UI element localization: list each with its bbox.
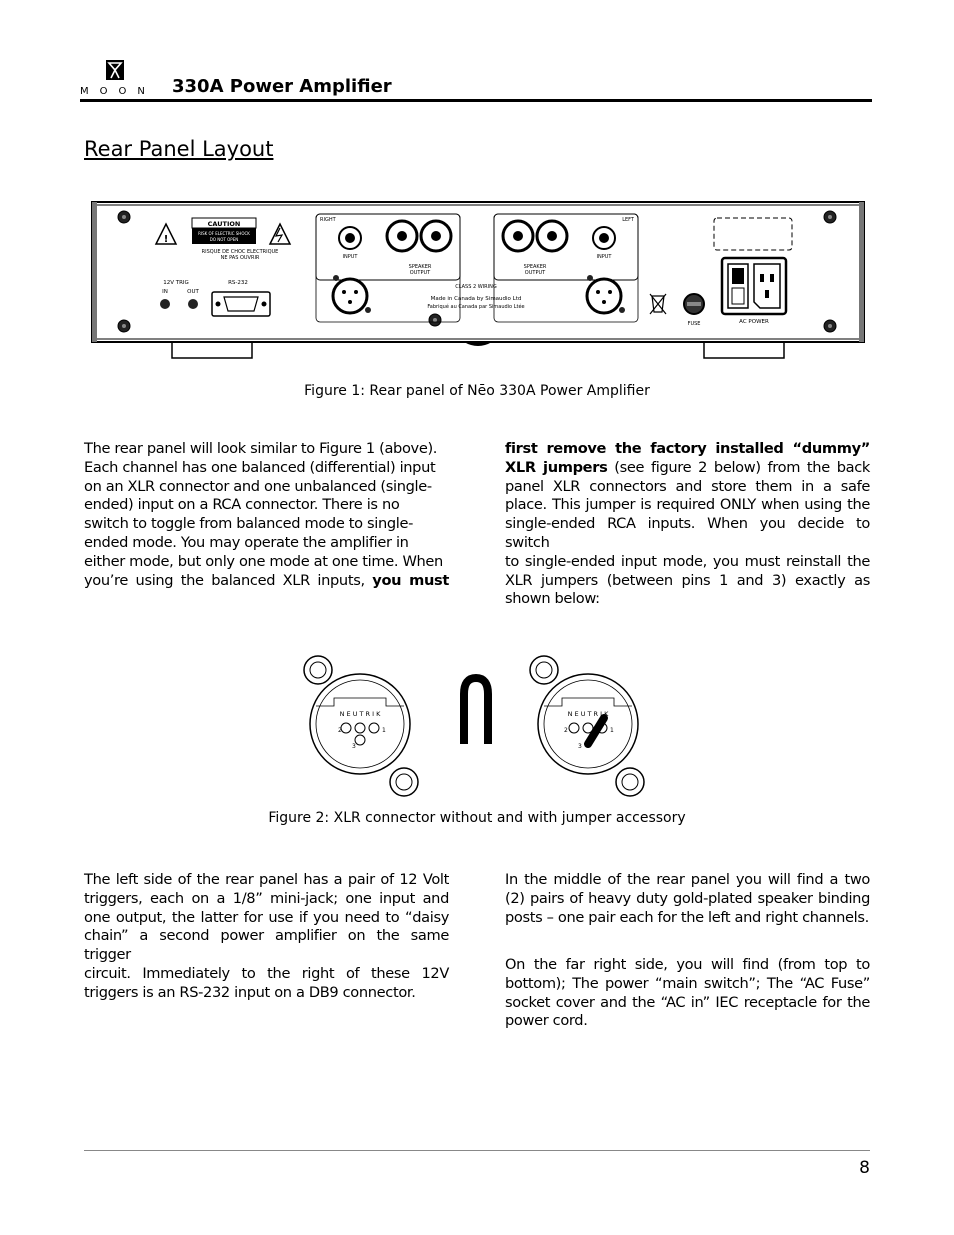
trig-label: 12V TRIG	[163, 280, 189, 286]
text-line: power cord.	[505, 1012, 588, 1030]
rear-panel-figure	[90, 198, 866, 366]
text-line: posts – one pair each for the left and right channels.	[505, 908, 869, 926]
text-line: ended mode. You may operate the amplifier in	[84, 533, 409, 551]
figure-2-caption: Figure 2: XLR connector without and with jumper accessory	[268, 810, 686, 826]
neutrik-brand-right: N E U T R I K	[567, 710, 609, 718]
pin-1-label-right: 1	[610, 727, 614, 734]
emphasis-first-remove: first remove the factory installed “dummy”	[505, 440, 870, 457]
xlr-jumper-icon	[464, 678, 488, 740]
text-line: you’re using the balanced XLR inputs,	[84, 571, 365, 589]
text-line: chain” a second power amplifier on the same trigger	[84, 927, 449, 964]
figure-1-caption: Figure 1: Rear panel of Nēo 330A Power Amplifier	[304, 383, 650, 399]
speaker-right-label: SPEAKER	[408, 264, 432, 270]
text-line: (see figure 2 below) from the back	[614, 458, 870, 476]
text-line: switch to toggle from balanced mode to single-	[84, 515, 414, 533]
section-title: Rear Panel Layout	[84, 137, 274, 161]
text-line: socket cover and the “AC in” IEC receptacle for the	[505, 993, 870, 1011]
header-rule	[80, 99, 872, 102]
paragraph-far-right-side	[505, 956, 870, 1031]
text-line: one output, the latter for use if you need to “daisy	[84, 908, 449, 926]
paragraph-dummy-jumpers	[505, 440, 870, 609]
input-left-label: INPUT	[596, 254, 612, 260]
text-line: In the middle of the rear panel you will find a two	[505, 871, 870, 888]
rs232-label: RS-232	[228, 280, 248, 286]
text-line: shown below:	[505, 590, 600, 608]
risk-label: RISK OF ELECTRIC SHOCK	[198, 231, 250, 236]
footer-rule	[84, 1150, 870, 1151]
output-left-label: OUTPUT	[524, 270, 546, 276]
text-line: (2) pairs of heavy duty gold-plated speaker binding	[505, 889, 870, 907]
trig-in-label: IN	[162, 289, 168, 295]
caution-label: CAUTION	[207, 220, 241, 228]
pin-2-label-right: 2	[564, 727, 568, 734]
svg-text:!: !	[163, 234, 169, 245]
pin-3-label-left: 3	[352, 743, 356, 750]
text-line: to single-ended input mode, you must reinstall the	[505, 552, 870, 570]
text-line: circuit. Immediately to the right of these 12V	[84, 964, 449, 982]
text-line: ended) input on a RCA connector. There is no	[84, 496, 400, 514]
paragraph-balanced-inputs	[84, 440, 449, 590]
risque-label: RISQUE DE CHOC ELECTRIQUE	[201, 249, 279, 255]
document-title: 330A Power Amplifier	[172, 76, 392, 97]
text-line: place. This jumper is required ONLY when using the	[505, 496, 870, 514]
text-line: bottom); The power “main switch”; The “AC Fuse”	[505, 974, 870, 992]
fuse-label: FUSE	[687, 321, 701, 327]
brand-name: MOON	[80, 86, 156, 97]
text-line: on an XLR connector and one unbalanced (single-	[84, 477, 432, 495]
paragraph-binding-posts	[505, 871, 870, 927]
text-line: Each channel has one balanced (differential) input	[84, 458, 436, 476]
neutrik-brand-left: N E U T R I K	[339, 710, 381, 718]
output-right-label: OUTPUT	[409, 270, 431, 276]
trig-out-label: OUT	[187, 289, 199, 295]
ac-power-label: AC POWER	[739, 319, 769, 325]
emphasis-xlr-jumpers: XLR jumpers	[505, 458, 608, 476]
paragraph-triggers	[84, 871, 449, 1003]
text-line: panel XLR connectors and store them in a safe	[505, 477, 870, 495]
text-line: The left side of the rear panel has a pair of 12 Volt	[84, 871, 449, 888]
text-line: triggers, each on a 1/8” mini-jack; one input and	[84, 889, 449, 907]
left-label: LEFT	[622, 217, 634, 223]
ne-pas-label: NE PAS OUVRIR	[220, 255, 260, 261]
pin-1-label-left: 1	[382, 727, 386, 734]
page-number: 8	[859, 1158, 870, 1178]
fabrique-label: Fabriqué au Canada par Simaudio Ltée	[427, 304, 525, 310]
right-label: RIGHT	[320, 217, 336, 223]
text-line: On the far right side, you will find (from top to	[505, 956, 870, 973]
input-right-label: INPUT	[342, 254, 358, 260]
text-line: XLR jumpers (between pins 1 and 3) exactly as	[505, 571, 870, 589]
xlr-connector-figure	[300, 650, 652, 800]
pin-2-label-left: 2	[338, 727, 342, 734]
made-in-label: Made in Canada by Simaudio Ltd	[430, 296, 522, 302]
do-not-open-label: DO NOT OPEN	[209, 237, 239, 242]
speaker-left-label: SPEAKER	[523, 264, 547, 270]
emphasis-you-must: you must	[372, 571, 449, 589]
class2-label: CLASS 2 WIRING	[455, 284, 497, 290]
text-line: single-ended RCA inputs. When you decide to switch	[505, 515, 870, 551]
text-line: triggers is an RS-232 input on a DB9 connector.	[84, 983, 416, 1001]
pin-3-label-right: 3	[578, 743, 582, 750]
text-line: either mode, but only one mode at one time. When	[84, 552, 443, 570]
text-line: The rear panel will look similar to Figure 1 (above).	[84, 440, 438, 457]
